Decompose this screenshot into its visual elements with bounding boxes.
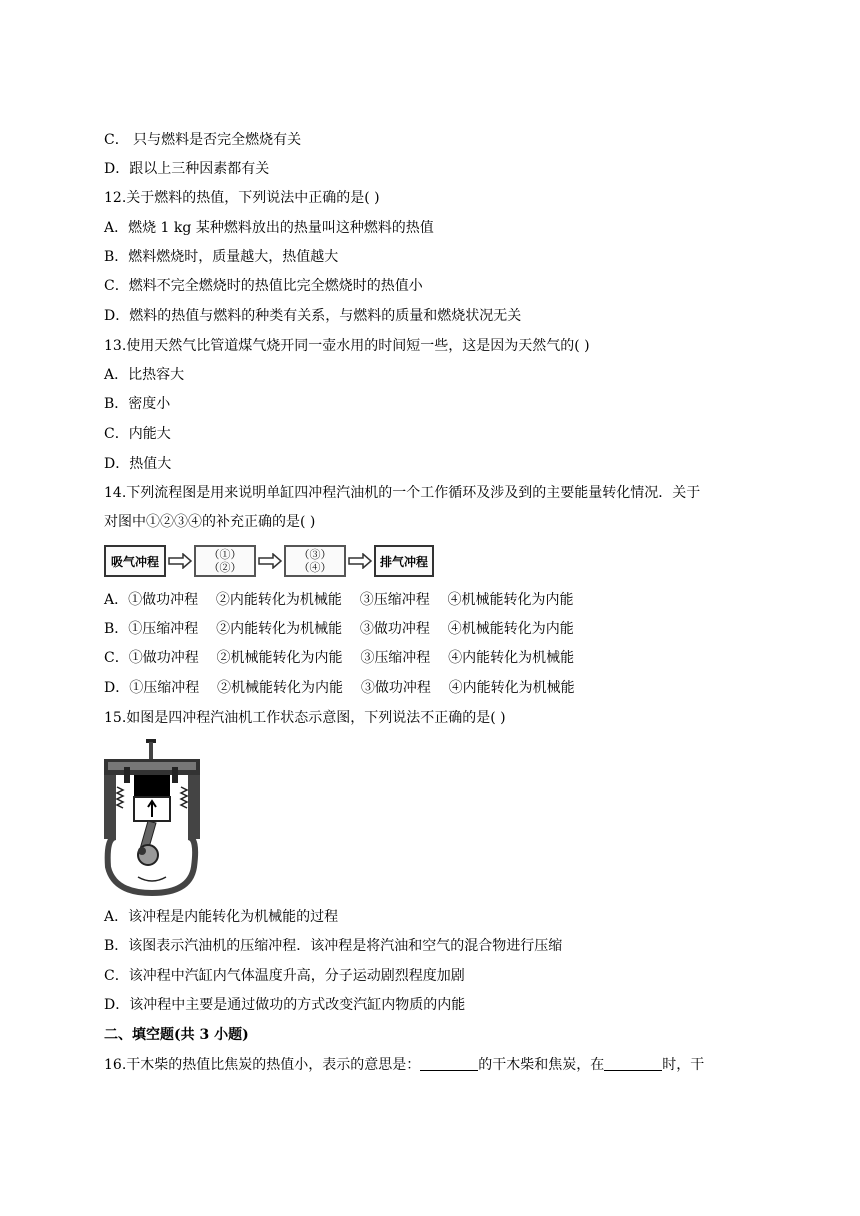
arrow-right-icon xyxy=(258,553,282,569)
flow-box-exhaust-label: 排气冲程 xyxy=(379,554,428,569)
option-d-q12: D．燃料的热值与燃料的种类有关系，与燃料的质量和燃烧状况无关 xyxy=(104,308,522,324)
option-b-q14: B．①压缩冲程 ②内能转化为机械能 ③做功冲程 ④机械能转化为内能 xyxy=(104,621,574,637)
option-b-q13: B．密度小 xyxy=(104,396,171,412)
question-14-cont: 对图中①②③④的补充正确的是( ) xyxy=(104,514,316,530)
answer-blank-2[interactable] xyxy=(604,1056,662,1071)
arrow-right-icon xyxy=(348,553,372,569)
question-15: 15.如图是四冲程汽油机工作状态示意图，下列说法不正确的是( ) xyxy=(104,710,506,726)
question-16 xyxy=(104,1055,704,1075)
flow-box-intake xyxy=(104,545,166,577)
flow-box-4: （④） xyxy=(298,561,332,574)
option-c-q14: C．①做功冲程 ②机械能转化为内能 ③压缩冲程 ④内能转化为机械能 xyxy=(104,650,575,666)
option-d-q13: D．热值大 xyxy=(104,456,172,472)
option-d-q14: D．①压缩冲程 ②机械能转化为内能 ③做功冲程 ④内能转化为机械能 xyxy=(104,680,575,696)
option-a-q14: A．①做功冲程 ②内能转化为机械能 ③压缩冲程 ④机械能转化为内能 xyxy=(104,592,574,608)
option-a-q15: A．该冲程是内能转化为机械能的过程 xyxy=(104,909,339,925)
flow-box-1: （①） xyxy=(208,548,242,561)
flow-box-3-4 xyxy=(284,545,346,577)
stroke-flow-diagram xyxy=(104,545,434,581)
option-a-q13: A．比热容大 xyxy=(104,367,185,383)
arrow-right-icon xyxy=(168,553,192,569)
flow-box-2: （②） xyxy=(208,561,242,574)
flow-box-exhaust xyxy=(374,545,434,577)
option-d-q11: D．跟以上三种因素都有关 xyxy=(104,161,270,177)
option-b-q15: B．该图表示汽油机的压缩冲程．该冲程是将汽油和空气的混合物进行压缩 xyxy=(104,938,563,954)
question-16-part3: 时，干 xyxy=(662,1057,705,1073)
option-c-q15: C．该冲程中汽缸内气体温度升高，分子运动剧烈程度加剧 xyxy=(104,968,465,984)
section-heading-fill-in: 二、填空题(共 3 小题) xyxy=(104,1027,249,1043)
engine-cylinder-figure xyxy=(102,737,202,897)
question-16-part1: 16.干木柴的热值比焦炭的热值小，表示的意思是： xyxy=(104,1057,421,1073)
question-16-part2: 的干木柴和焦炭，在 xyxy=(478,1057,605,1073)
flow-box-3: （③） xyxy=(298,548,332,561)
option-a-q12: A．燃烧 1 kg 某种燃料放出的热量叫这种燃料的热值 xyxy=(104,220,434,236)
question-12: 12.关于燃料的热值，下列说法中正确的是( ) xyxy=(104,190,380,206)
question-14: 14.下列流程图是用来说明单缸四冲程汽油机的一个工作循环及涉及到的主要能量转化情况．关于 xyxy=(104,485,701,501)
option-c-q12: C．燃料不完全燃烧时的热值比完全燃烧时的热值小 xyxy=(104,278,423,294)
answer-blank-1[interactable] xyxy=(420,1056,478,1071)
flow-box-intake-label: 吸气冲程 xyxy=(110,554,159,569)
flow-box-1-2 xyxy=(194,545,256,577)
question-13: 13.使用天然气比管道煤气烧开同一壶水用的时间短一些，这是因为天然气的( ) xyxy=(104,338,590,354)
option-c-q11: C． 只与燃料是否完全燃烧有关 xyxy=(104,132,302,148)
option-d-q15: D．该冲程中主要是通过做功的方式改变汽缸内物质的内能 xyxy=(104,997,466,1013)
option-b-q12: B．燃料燃烧时，质量越大，热值越大 xyxy=(104,249,339,265)
option-c-q13: C．内能大 xyxy=(104,426,171,442)
